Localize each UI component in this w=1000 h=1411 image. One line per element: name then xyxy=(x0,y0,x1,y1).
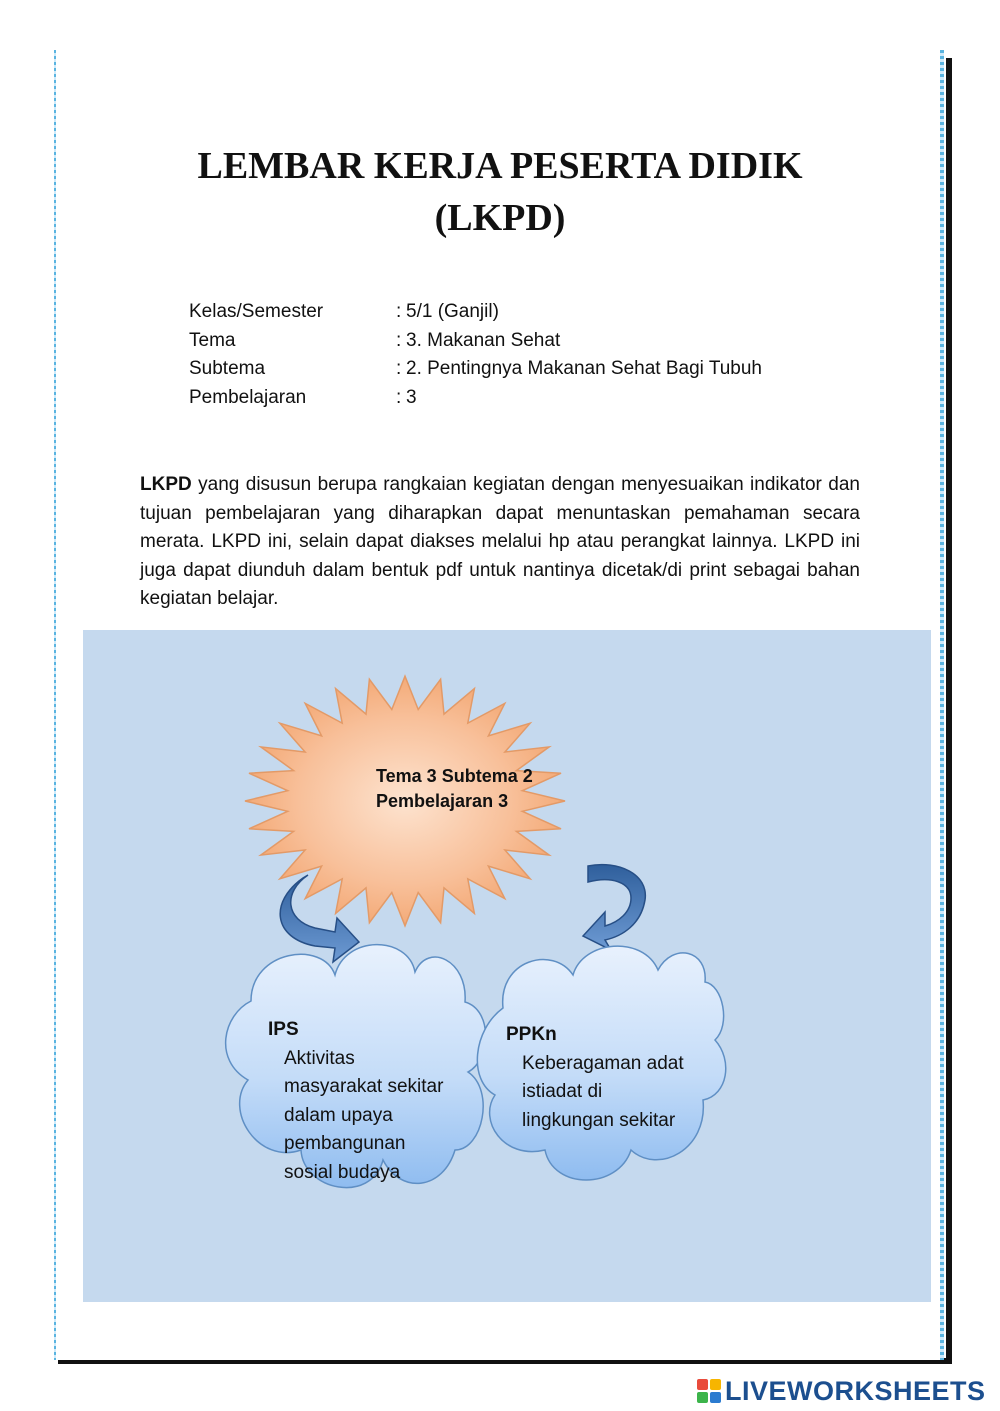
brand-name: LIVEWORKSHEETS xyxy=(725,1375,986,1406)
info-row-subtema xyxy=(189,355,762,384)
page-shadow-right xyxy=(946,58,952,1364)
info-label: Kelas/Semester xyxy=(189,301,324,322)
arrow-right xyxy=(583,865,645,950)
intro-bold-term: LKPD xyxy=(140,474,192,495)
page-border-right xyxy=(940,50,944,1360)
info-row-tema xyxy=(189,327,762,356)
info-label: Pembelajaran xyxy=(189,386,307,408)
info-separator: : xyxy=(396,329,402,351)
concept-diagram xyxy=(83,630,931,1302)
page-title xyxy=(120,140,880,244)
title-line-2: (LKPD) xyxy=(434,197,566,239)
intro-paragraph xyxy=(140,471,860,614)
info-value: 3 xyxy=(406,386,417,408)
liveworksheets-logo-icon xyxy=(697,1379,721,1403)
liveworksheets-brand[interactable] xyxy=(697,1376,986,1406)
info-value: 2. Pentingnya Makanan Sehat Bagi Tubuh xyxy=(406,358,762,379)
info-value: 3. Makanan Sehat xyxy=(406,329,561,351)
diagram-graphics xyxy=(83,630,931,1302)
cloud-ppkn-body: Keberagaman adat istiadat di lingkungan sekitar xyxy=(522,1052,684,1131)
title-line-1: LEMBAR KERJA PESERTA DIDIK xyxy=(197,145,803,187)
info-label: Tema xyxy=(189,329,236,351)
info-separator: : xyxy=(396,386,402,408)
info-separator: : xyxy=(396,301,402,322)
starburst-line-2: Pembelajaran 3 xyxy=(376,791,509,811)
info-separator: : xyxy=(396,358,402,379)
info-label: Subtema xyxy=(189,358,266,379)
cloud-ips-text xyxy=(268,1016,443,1187)
cloud-ips-title: IPS xyxy=(268,1019,299,1040)
cloud-ppkn-text xyxy=(506,1021,684,1135)
starburst-line-1: Tema 3 Subtema 2 xyxy=(376,766,533,786)
info-row-pembelajaran xyxy=(189,384,762,413)
starburst-label xyxy=(376,764,596,814)
cloud-ppkn-title: PPKn xyxy=(506,1024,557,1045)
cloud-ips-body: Aktivitas masyarakat sekitar dalam upaya pembangunan sosial budaya xyxy=(284,1047,444,1183)
info-row-kelas xyxy=(189,298,762,327)
info-value: 5/1 (Ganjil) xyxy=(406,301,499,322)
intro-text: yang disusun berupa rangkaian kegiatan dengan menyesuaikan indikator dan tujuan pembelajaran yang diharapkan dapat menuntaskan pemahaman secara merata. LKPD ini, selain dapat diakses melalui hp atau perangkat lainnya. LKPD ini juga dapat diunduh dalam bentuk pdf untuk nantinya dicetak/di print sebagai bahan kegiatan belajar. xyxy=(140,474,860,610)
info-table xyxy=(189,298,762,412)
